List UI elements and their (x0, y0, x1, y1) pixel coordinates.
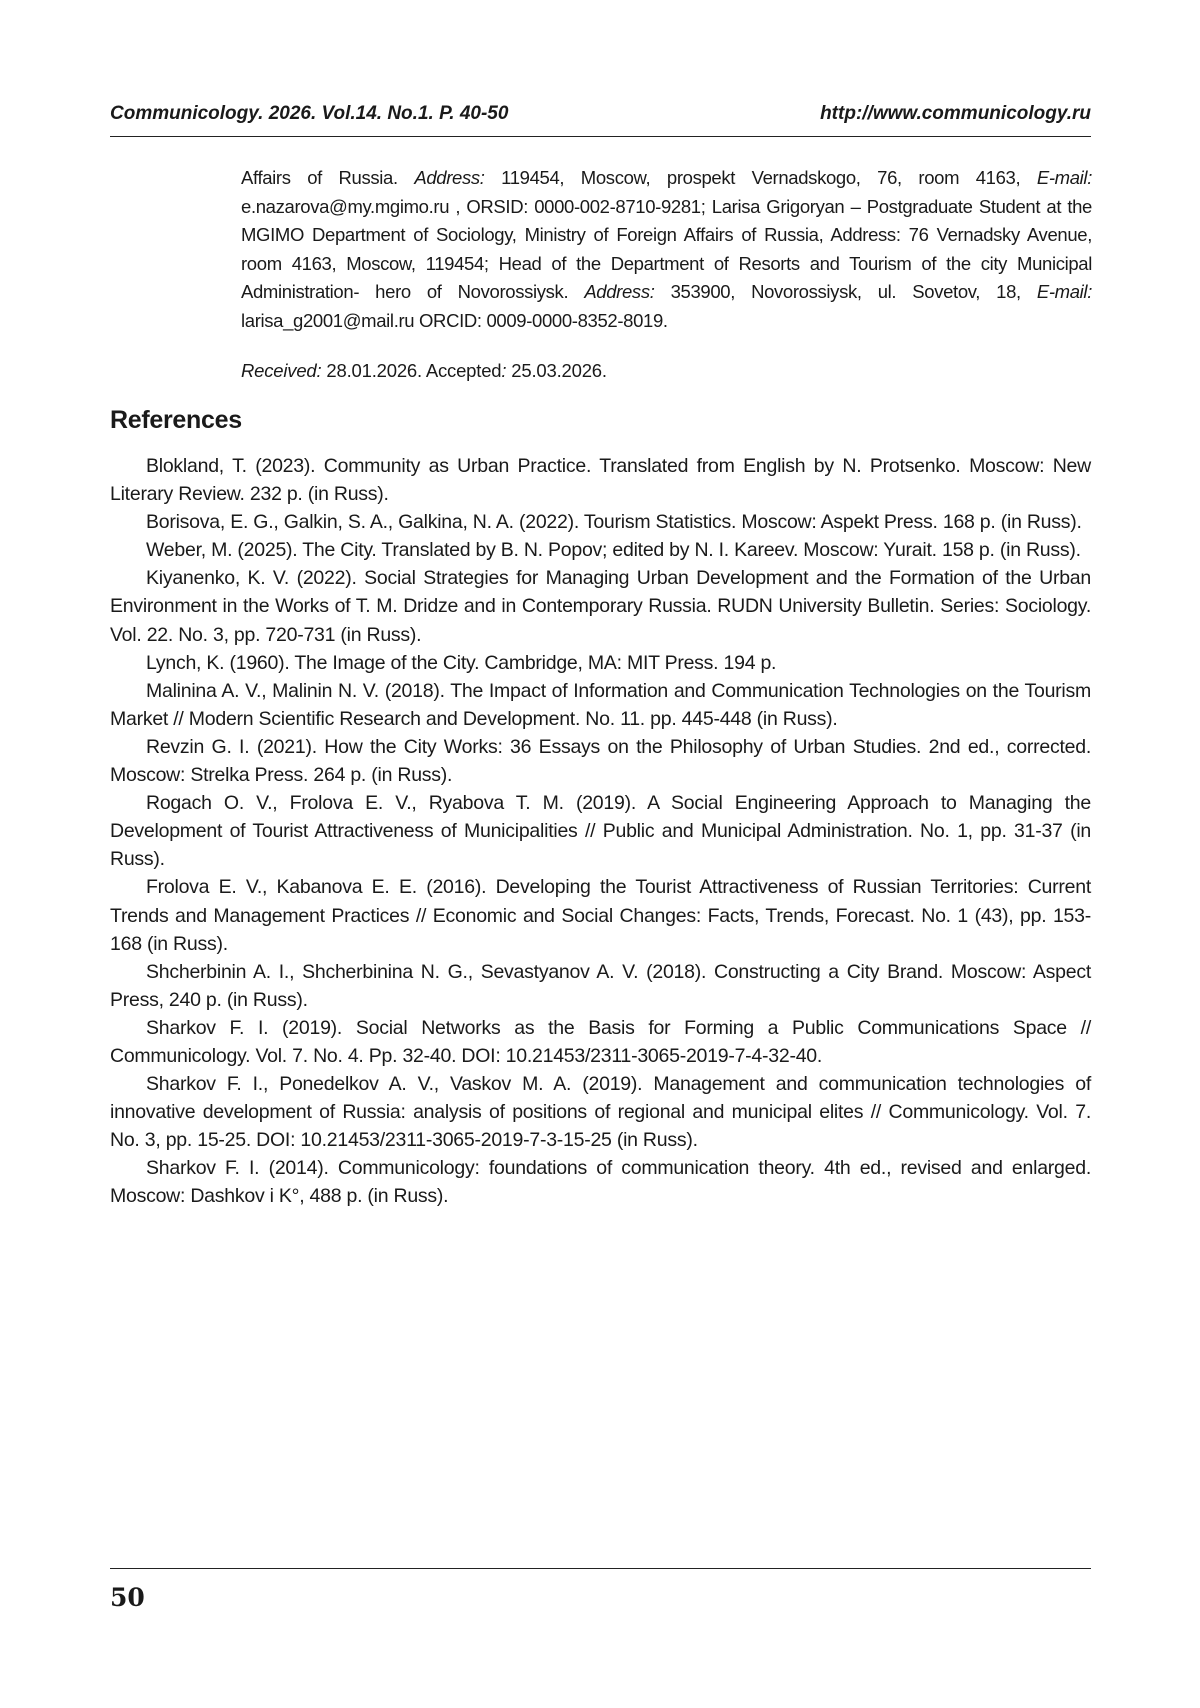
received-date: 28.01.2026. Accepted (321, 360, 502, 381)
accepted-date: 25.03.2026. (506, 360, 607, 381)
address-label: Address: (414, 167, 485, 188)
accepted-colon: : (501, 360, 507, 381)
author-info-paragraph (241, 164, 1092, 335)
address-label: Address: (584, 281, 655, 302)
running-header (110, 102, 1091, 137)
reference-item: Revzin G. I. (2021). How the City Works: 36 Essays on the Philosophy of Urban Studies. 2nd ed., corrected. Moscow: Strelka Press. 264 p. (in Russ). (110, 735, 1091, 787)
reference-item: Rogach O. V., Frolova E. V., Ryabova T. M. (2019). A Social Engineering Approach to Managing the Development of Tourist Attractiveness of Municipalities // Public and Municipal Administration. No. 1, pp. 31-37 (in Russ). (110, 792, 1091, 871)
received-label: Received: (241, 360, 322, 381)
author-info-text: larisa_g2001@mail.ru ORCID: 0009-0000-8352-8019. (241, 309, 668, 331)
references-heading: References (110, 406, 242, 434)
reference-item: Blokland, T. (2023). Community as Urban Practice. Translated from English by N. Protsenko. Moscow: New Literary Review. 232 p. (in Russ). (110, 455, 1091, 506)
reference-item: Weber, M. (2025). The City. Translated by B. N. Popov; edited by N. I. Kareev. Moscow: Yurait. 158 p. (in Russ). (146, 539, 1081, 562)
author-info (241, 164, 1092, 335)
footer-rule (110, 1568, 1091, 1569)
author-info-text: 119454, Moscow, prospekt Vernadskogo, 76, room 4163, (484, 167, 1037, 188)
received-accepted-line (241, 357, 1092, 385)
journal-url: http://www.communicology.ru (820, 103, 1091, 124)
reference-item: Lynch, K. (1960). The Image of the City. Cambridge, MA: MIT Press. 194 p. (146, 651, 777, 674)
journal-citation: Communicology. 2026. Vol.14. No.1. P. 40-50 (110, 103, 509, 124)
reference-item: Malinina A. V., Malinin N. V. (2018). The Impact of Information and Communication Technologies on the Tourism Market // Modern Scientific Research and Development. No. 11. pp. 445-448 (in Russ). (110, 679, 1091, 730)
reference-item: Sharkov F. I. (2019). Social Networks as the Basis for Forming a Public Communications Space // Communicology. Vol. 7. No. 4. Pp. 32-40. DOI: 10.21453/2311-3065-2019-7-4-32-40. (110, 1016, 1091, 1067)
reference-item: Sharkov F. I. (2014). Communicology: foundations of communication theory. 4th ed., revised and enlarged. Moscow: Dashkov i K°, 488 p. (in Russ). (110, 1157, 1091, 1208)
reference-item: Shcherbinin A. I., Shcherbinina N. G., Sevastyanov A. V. (2018). Constructing a City Brand. Moscow: Aspect Press, 240 p. (in Russ). (110, 960, 1091, 1011)
reference-item: Borisova, E. G., Galkin, S. A., Galkina, N. A. (2022). Tourism Statistics. Moscow: Aspekt Press. 168 p. (in Russ). (146, 511, 1082, 534)
reference-item: Sharkov F. I., Ponedelkov A. V., Vaskov M. A. (2019). Management and communication technologies of innovative development of Russia: analysis of positions of regional and municipal elites // Communicology. Vol. 7. No. 3, pp. 15-25. DOI: 10.21453/2311-3065-2019-7-3-15-25 (in Russ). (110, 1073, 1091, 1152)
email-label: E-mail: (1036, 167, 1092, 188)
author-info-text: 353900, Novorossiysk, ul. Sovetov, 18, (654, 281, 1037, 302)
author-info-text: e.nazarova@my.mgimo.ru , ORSID: 0000-002-8710-9281; Larisa Grigoryan – Postgraduate Student at the MGIMO Department of Sociology, Ministry of Foreign Affairs of Russia, Address: 76 Vernadsky Avenue, room 4163, Moscow, 119454; Head of the Department of Resorts and Tourism of the city Municipal Administration- hero of Novorossiysk. (241, 195, 1092, 302)
references-list (110, 452, 1091, 1211)
reference-item: Frolova E. V., Kabanova E. E. (2016). Developing the Tourist Attractiveness of Russian Territories: Current Trends and Management Practices // Economic and Social Changes: Facts, Trends, Forecast. No. 1 (43), pp. 153-168 (in Russ). (110, 876, 1091, 955)
reference-item: Kiyanenko, K. V. (2022). Social Strategies for Managing Urban Development and the Formation of the Urban Environment in the Works of T. M. Dridze and in Contemporary Russia. RUDN University Bulletin. Series: Sociology. Vol. 22. No. 3, pp. 720-731 (in Russ). (110, 567, 1091, 646)
author-info-text: Affairs of Russia. (241, 167, 415, 188)
email-label: E-mail: (1036, 281, 1092, 302)
page-number: 50 (110, 1583, 145, 1612)
